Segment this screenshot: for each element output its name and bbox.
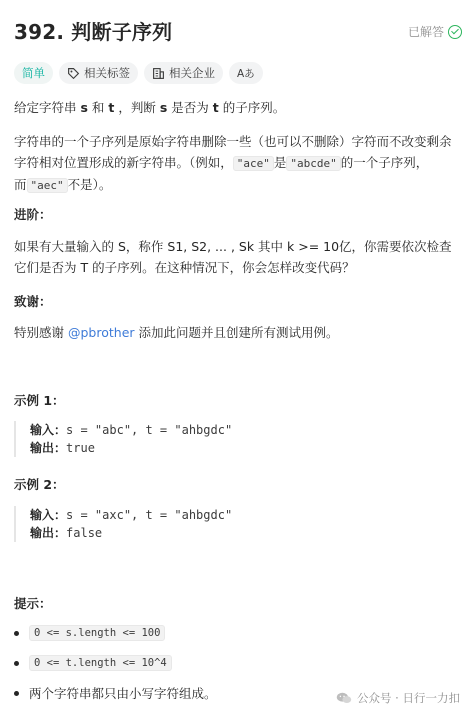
bullet-icon xyxy=(14,661,19,666)
bullet-icon xyxy=(14,691,19,696)
hint-text: 两个字符串都只由小写字符组成。 xyxy=(29,686,217,701)
var-t: t xyxy=(212,100,219,115)
code-example-abcde: "abcde" xyxy=(286,156,340,171)
thanks-suffix: 添加此问题并且创建所有测试用例。 xyxy=(134,325,339,340)
example2-input: s = "axc", t = "ahbgdc" xyxy=(66,508,233,522)
bullet-icon xyxy=(14,631,19,636)
input-label: 输入： xyxy=(30,423,67,437)
example1-block xyxy=(14,421,454,457)
font-size-button[interactable] xyxy=(229,62,263,84)
watermark-text: 公众号 · 日行一力扣 xyxy=(357,691,460,705)
tag-icon xyxy=(67,67,80,80)
var-t: t xyxy=(108,100,115,115)
description-intro xyxy=(14,97,460,118)
definition-text: 不是）。 xyxy=(67,177,112,192)
problem-header xyxy=(14,16,462,44)
definition-text: 字符串的一个子序列是原始字符串删除一些（也可以不删除）字符而不改变剩余字符相对位置形成的新字符串。（例如， xyxy=(14,134,452,170)
font-toggle-icon: Aあ xyxy=(237,67,255,80)
description-definition xyxy=(14,131,460,196)
solved-label: 已解答 xyxy=(407,25,444,39)
thanks-text xyxy=(14,322,460,343)
hint-item xyxy=(14,684,217,702)
contributor-link[interactable]: @pbrother xyxy=(67,325,135,340)
code-example-aec: "aec" xyxy=(27,178,68,193)
tag-bar xyxy=(14,62,263,84)
hints-heading: 提示： xyxy=(14,596,52,611)
related-tags-button[interactable] xyxy=(59,62,138,84)
intro-text: ，判断 xyxy=(114,100,160,115)
var-s: s xyxy=(80,100,88,115)
problem-title[interactable]: 392. 判断子序列 xyxy=(14,20,173,44)
difficulty-badge[interactable] xyxy=(14,62,53,84)
intro-text: 给定字符串 xyxy=(14,100,81,115)
input-label: 输入： xyxy=(30,508,67,522)
intro-text: 和 xyxy=(87,100,109,115)
hint-text: 0 <= s.length <= 100 xyxy=(29,625,165,641)
intro-text: 是否为 xyxy=(167,100,213,115)
related-companies-label: 相关企业 xyxy=(169,66,215,80)
building-icon xyxy=(152,67,165,80)
example1-input: s = "abc", t = "ahbgdc" xyxy=(66,423,233,437)
example2-heading: 示例 2： xyxy=(14,477,65,492)
thanks-heading: 致谢： xyxy=(14,294,52,309)
output-label: 输出： xyxy=(30,526,67,540)
hint-item xyxy=(14,625,165,641)
intro-text: 的子序列。 xyxy=(218,100,286,115)
example1-output: true xyxy=(66,441,95,455)
check-circle-icon xyxy=(448,25,462,39)
output-label: 输出： xyxy=(30,441,67,455)
related-companies-button[interactable] xyxy=(144,62,223,84)
example2-output: false xyxy=(66,526,103,540)
advanced-text: 如果有大量输入的 S，称作 S1, S2, ... , Sk 其中 k >= 10亿，你需要依次检查它们是否为 T 的子序列。在这种情况下，你会怎样改变代码？ xyxy=(14,239,452,275)
definition-text: 的一个子序列，而 xyxy=(14,155,429,192)
hint-text: 0 <= t.length <= 10^4 xyxy=(29,655,172,671)
var-s: s xyxy=(159,100,168,115)
example1-heading: 示例 1： xyxy=(14,393,65,408)
example2-block xyxy=(14,506,454,542)
code-example-ace: "ace" xyxy=(233,156,274,171)
related-tags-label: 相关标签 xyxy=(84,66,130,80)
watermark xyxy=(336,690,460,706)
solved-status xyxy=(408,23,462,40)
difficulty-label: 简单 xyxy=(22,66,45,80)
hint-item xyxy=(14,655,172,671)
thanks-prefix: 特别感谢 xyxy=(14,325,68,340)
wechat-icon xyxy=(336,691,352,705)
definition-text: 是 xyxy=(273,155,287,170)
advanced-heading: 进阶： xyxy=(14,207,52,222)
